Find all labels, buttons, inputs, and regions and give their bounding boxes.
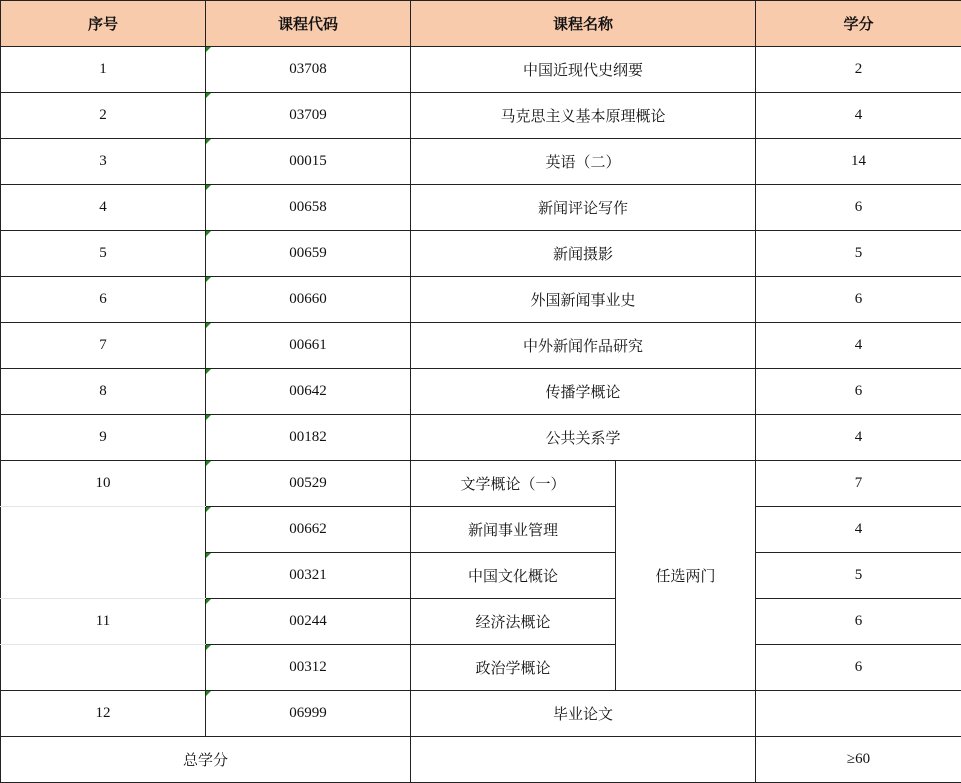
credit-cell: 6 bbox=[756, 369, 961, 415]
credit-cell: 6 bbox=[756, 645, 961, 691]
seq-cell: 2 bbox=[1, 93, 206, 139]
table-row bbox=[1, 47, 961, 93]
code-cell: 03709 bbox=[206, 93, 411, 139]
code-cell: 00015 bbox=[206, 139, 411, 185]
seq-cell: 7 bbox=[1, 323, 206, 369]
code-cell: 00244 bbox=[206, 599, 411, 645]
table-row bbox=[1, 415, 961, 461]
name-cell: 英语（二） bbox=[411, 139, 756, 185]
total-label: 总学分 bbox=[1, 737, 411, 783]
table-row bbox=[1, 139, 961, 185]
table-row bbox=[1, 231, 961, 277]
name-cell: 中国文化概论 bbox=[411, 553, 616, 599]
seq-cell: 4 bbox=[1, 185, 206, 231]
name-cell: 中外新闻作品研究 bbox=[411, 323, 756, 369]
header-row bbox=[1, 1, 961, 47]
name-cell: 新闻摄影 bbox=[411, 231, 756, 277]
table-row bbox=[1, 507, 961, 553]
name-cell: 经济法概论 bbox=[411, 599, 616, 645]
code-cell: 00182 bbox=[206, 415, 411, 461]
table-row bbox=[1, 369, 961, 415]
credit-cell: 4 bbox=[756, 323, 961, 369]
name-cell: 文学概论（一） bbox=[411, 461, 616, 507]
seq-cell: 12 bbox=[1, 691, 206, 737]
name-cell: 马克思主义基本原理概论 bbox=[411, 93, 756, 139]
header-code: 课程代码 bbox=[206, 1, 411, 47]
table-row bbox=[1, 645, 961, 691]
code-cell: 00661 bbox=[206, 323, 411, 369]
credit-cell: 4 bbox=[756, 507, 961, 553]
seq-cell: 1 bbox=[1, 47, 206, 93]
header-name: 课程名称 bbox=[411, 1, 756, 47]
seq-cell-empty bbox=[1, 645, 206, 691]
code-cell: 00312 bbox=[206, 645, 411, 691]
credit-cell: 5 bbox=[756, 231, 961, 277]
code-cell: 00321 bbox=[206, 553, 411, 599]
credit-cell: 6 bbox=[756, 277, 961, 323]
code-cell: 00660 bbox=[206, 277, 411, 323]
name-cell: 毕业论文 bbox=[411, 691, 756, 737]
credit-cell: 4 bbox=[756, 93, 961, 139]
code-cell: 00642 bbox=[206, 369, 411, 415]
seq-cell: 11 bbox=[1, 599, 206, 645]
table-row bbox=[1, 277, 961, 323]
code-cell: 03708 bbox=[206, 47, 411, 93]
credit-cell bbox=[756, 691, 961, 737]
total-empty bbox=[411, 737, 756, 783]
name-cell: 外国新闻事业史 bbox=[411, 277, 756, 323]
seq-cell: 9 bbox=[1, 415, 206, 461]
credit-cell: 7 bbox=[756, 461, 961, 507]
name-cell: 中国近现代史纲要 bbox=[411, 47, 756, 93]
table-row bbox=[1, 691, 961, 737]
table-row bbox=[1, 185, 961, 231]
credit-cell: 6 bbox=[756, 185, 961, 231]
seq-cell: 10 bbox=[1, 461, 206, 507]
code-cell: 00529 bbox=[206, 461, 411, 507]
name-cell: 新闻事业管理 bbox=[411, 507, 616, 553]
elective-note: 任选两门 bbox=[616, 461, 756, 691]
credit-cell: 14 bbox=[756, 139, 961, 185]
credit-cell: 2 bbox=[756, 47, 961, 93]
header-credit: 学分 bbox=[756, 1, 961, 47]
credit-cell: 4 bbox=[756, 415, 961, 461]
table-row bbox=[1, 93, 961, 139]
table-row bbox=[1, 461, 961, 507]
credit-cell: 6 bbox=[756, 599, 961, 645]
table-row bbox=[1, 599, 961, 645]
total-row bbox=[1, 737, 961, 783]
name-cell: 公共关系学 bbox=[411, 415, 756, 461]
table-row bbox=[1, 323, 961, 369]
code-cell: 00658 bbox=[206, 185, 411, 231]
code-cell: 00659 bbox=[206, 231, 411, 277]
seq-cell-empty bbox=[1, 507, 206, 599]
name-cell: 政治学概论 bbox=[411, 645, 616, 691]
name-cell: 传播学概论 bbox=[411, 369, 756, 415]
code-cell: 00662 bbox=[206, 507, 411, 553]
seq-cell: 3 bbox=[1, 139, 206, 185]
seq-cell: 5 bbox=[1, 231, 206, 277]
name-cell: 新闻评论写作 bbox=[411, 185, 756, 231]
seq-cell: 8 bbox=[1, 369, 206, 415]
header-seq: 序号 bbox=[1, 1, 206, 47]
code-cell: 06999 bbox=[206, 691, 411, 737]
seq-cell: 6 bbox=[1, 277, 206, 323]
credit-cell: 5 bbox=[756, 553, 961, 599]
total-credit: ≥60 bbox=[756, 737, 961, 783]
